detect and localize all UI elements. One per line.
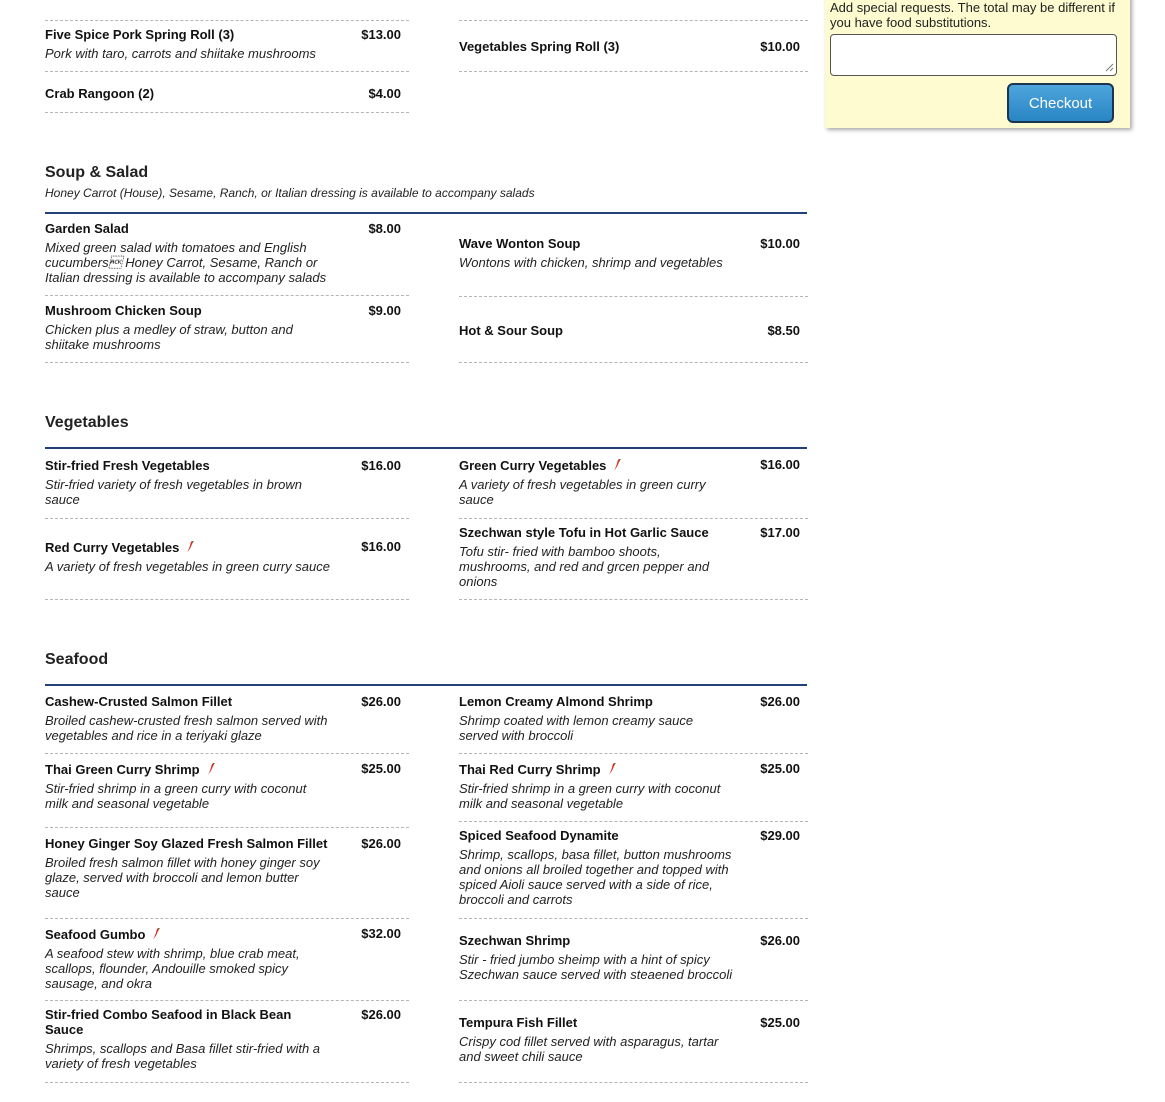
item-price: $26.00 [760,933,800,948]
item-name [45,927,335,942]
item-name: Crab Rangoon (2) [45,86,155,101]
item-description: Stir-fried variety of fresh vegetables in brown sauce [45,477,302,507]
item-price: $13.00 [361,27,401,42]
item-name-label: Red Curry Vegetables [45,540,180,555]
menu-item[interactable] [45,21,409,72]
item-name: Wave Wonton Soup [459,236,581,251]
item-description: Broiled cashew-crusted fresh salmon served with vegetables and rice in a teriyaki glaze [45,713,328,743]
item-description: Tofu stir- fried with bamboo shoots, mushrooms, and red and grcen pepper and onions [459,544,710,589]
menu-item[interactable] [45,754,409,828]
menu-item[interactable] [45,919,409,1001]
item-name-label: Thai Red Curry Shrimp [459,762,601,777]
item-name: Cashew-Crusted Salmon Fillet [45,694,233,709]
item-description: A seafood stew with shrimp, blue crab meat, scallops, flounder, Andouille smoked spicy sausage, and okra [45,946,300,991]
chili-pepper-icon [151,928,161,940]
menu-item[interactable] [459,686,808,754]
item-name: Garden Salad [45,221,129,236]
special-requests-textarea[interactable] [830,34,1117,76]
item-price: $9.00 [368,303,401,318]
item-price: $26.00 [760,694,800,709]
item-description: Stir - fried jumbo sheimp with a hint of spicy Szechwan sauce served with steaened broccoli [459,952,733,982]
menu-item[interactable] [459,0,808,21]
menu-item[interactable] [459,754,808,822]
menu-item[interactable] [45,828,409,919]
item-name: Spiced Seafood Dynamite [459,828,619,843]
item-name [459,762,734,777]
section-title-seafood: Seafood [45,651,109,668]
item-price: $16.00 [361,458,401,473]
chili-pepper-icon [607,763,617,775]
section-note-soup-salad: Honey Carrot (House), Sesame, Ranch, or Italian dressing is available to accompany salads [45,186,535,200]
menu-item[interactable] [45,0,409,21]
item-price: $4.00 [368,86,401,101]
item-description: Stir-fried shrimp in a green curry with coconut milk and seasonal vegetable [45,781,307,811]
chili-pepper-icon [206,763,216,775]
menu-item[interactable] [459,214,808,297]
item-name: Vegetables Spring Roll (3) [459,39,620,54]
item-name-label: Thai Green Curry Shrimp [45,762,200,777]
menu-item[interactable] [45,686,409,754]
item-name: Mushroom Chicken Soup [45,303,202,318]
item-price: $10.00 [760,236,800,251]
item-name: Hot & Sour Soup [459,323,563,338]
menu-item[interactable] [459,449,808,519]
item-description: Shrimps, scallops and Basa fillet stir-fried with a variety of fresh vegetables [45,1041,321,1071]
checkout-button[interactable]: Checkout [1007,83,1114,123]
section-title-soup-salad: Soup & Salad [45,164,149,181]
item-name-label: Seafood Gumbo [45,927,146,942]
item-name: Stir-fried Combo Seafood in Black Bean Sauce [45,1007,292,1037]
item-name [459,458,734,473]
item-price: $25.00 [760,1015,800,1030]
item-name [45,540,335,555]
item-name-label: Green Curry Vegetables [459,458,607,473]
item-description: Crispy cod fillet served with asparagus, tartar and sweet chili sauce [459,1034,719,1064]
item-price: $16.00 [760,457,800,472]
chili-pepper-icon [185,541,195,553]
menu-item[interactable] [45,519,409,600]
menu-item[interactable] [459,919,808,1001]
item-price: $29.00 [760,828,800,843]
menu-item[interactable] [45,214,409,296]
item-name: Szechwan Shrimp [459,933,571,948]
item-price: $10.00 [760,39,800,54]
item-name: Tempura Fish Fillet [459,1015,578,1030]
item-name: Szechwan style Tofu in Hot Garlic Sauce [459,525,709,540]
item-description: Pork with taro, carrots and shiitake mushrooms [45,46,316,61]
item-price: $16.00 [361,539,401,554]
order-cart-panel [825,0,1130,128]
item-price: $25.00 [361,761,401,776]
menu-item[interactable] [459,1001,808,1083]
item-description: Stir-fried shrimp in a green curry with coconut milk and seasonal vegetable [459,781,721,811]
item-price: $32.00 [361,926,401,941]
item-price: $25.00 [760,761,800,776]
item-name: Five Spice Pork Spring Roll (3) [45,27,235,42]
item-description: Wontons with chicken, shrimp and vegetables [459,255,723,270]
item-description: A variety of fresh vegetables in green curry sauce [459,477,706,507]
menu-item[interactable] [45,1001,409,1083]
menu-item[interactable] [45,449,409,519]
item-description: Mixed green salad with tomatoes and English cucumbers Honey Carrot, Sesame, Ranch or Italian dressing is available to accompany salads [45,240,327,285]
item-price: $17.00 [760,525,800,540]
menu-item[interactable] [459,297,808,363]
item-name [45,762,335,777]
item-price: $8.50 [767,323,800,338]
item-description: Shrimp coated with lemon creamy sauce served with broccoli [459,713,694,743]
menu-item[interactable] [45,296,409,363]
special-requests-note: Add special requests. The total may be different if you have food substitutions. [830,0,1115,30]
menu-item[interactable] [459,519,808,600]
resize-grip-icon[interactable] [1104,62,1114,72]
item-name: Stir-fried Fresh Vegetables [45,458,210,473]
item-description: Broiled fresh salmon fillet with honey ginger soy glaze, served with broccoli and lemon butter sauce [45,855,320,900]
item-price: $26.00 [361,836,401,851]
item-description: Chicken plus a medley of straw, button and shiitake mushrooms [45,322,293,352]
item-description: A variety of fresh vegetables in green curry sauce [45,559,330,574]
menu-item[interactable] [459,822,808,919]
chili-pepper-icon [612,459,622,471]
menu-item[interactable] [459,21,808,72]
item-price: $26.00 [361,1007,401,1022]
item-description: Shrimp, scallops, basa fillet, button mushrooms and onions all broiled together and topped with spiced Aioli sauce served with a side of rice, broccoli and carrots [459,847,732,907]
item-name: Honey Ginger Soy Glazed Fresh Salmon Fillet [45,836,328,851]
menu-item[interactable] [45,72,409,113]
item-name: Lemon Creamy Almond Shrimp [459,694,653,709]
item-price: $8.00 [368,221,401,236]
section-title-vegetables: Vegetables [45,414,129,431]
item-price: $26.00 [361,694,401,709]
